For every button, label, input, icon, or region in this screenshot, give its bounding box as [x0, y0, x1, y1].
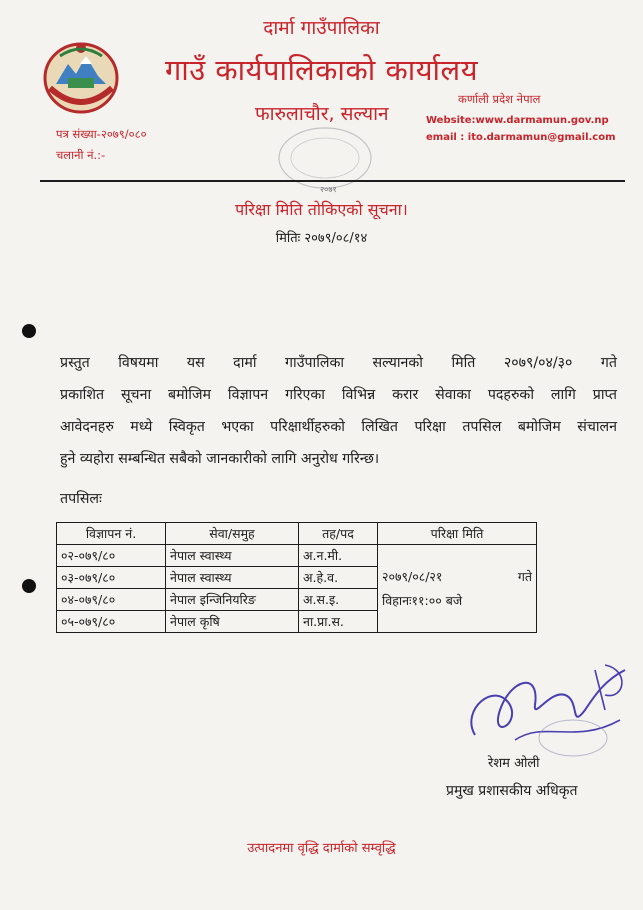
exam-date-cell — [378, 545, 537, 633]
service-cell: नेपाल इन्जिनियरिङ — [166, 589, 299, 611]
notice-body — [60, 347, 617, 475]
header-divider — [40, 180, 625, 182]
stamp-date: २०७१ — [320, 185, 337, 194]
ad-number-cell: ०३-०७९/८० — [57, 567, 166, 589]
level-cell: अ.स.इ. — [299, 589, 378, 611]
ad-number-cell: ०२-०७९/८० — [57, 545, 166, 567]
office-address: फारुलाचौर, सल्यान — [255, 103, 389, 125]
ad-number-cell: ०४-०७९/८० — [57, 589, 166, 611]
signatory-name: रेशम ओली — [488, 756, 540, 771]
ad-number-cell: ०५-०७९/८० — [57, 611, 166, 633]
punch-hole-mark — [22, 324, 36, 338]
level-cell: ना.प्रा.स. — [299, 611, 378, 633]
notice-date: मितिः २०७९/०८/१४ — [275, 231, 368, 246]
service-cell: नेपाल स्वास्थ्य — [166, 545, 299, 567]
punch-hole-mark — [22, 579, 36, 593]
exam-schedule-table — [56, 522, 537, 633]
table-header-row — [57, 523, 537, 545]
column-header: सेवा/समुह — [166, 523, 299, 545]
signature-icon — [455, 650, 635, 765]
body-line: आवेदनहरु मध्ये स्विकृत भएका परिक्षार्थीहरुको लिखित परिक्षा तपसिल बमोजिम संचालन — [60, 419, 617, 435]
column-header: विज्ञापन नं. — [57, 523, 166, 545]
exam-time: विहानः११:०० बजे — [382, 592, 463, 608]
level-cell: अ.हे.व. — [299, 567, 378, 589]
signatory-title: प्रमुख प्रशासकीय अधिकृत — [446, 783, 578, 799]
service-cell: नेपाल कृषि — [166, 611, 299, 633]
municipality-name: दार्मा गाउँपालिका — [263, 17, 380, 39]
website-text: Website:www.darmamun.gov.np — [426, 115, 609, 126]
column-header: परिक्षा मिति — [378, 523, 537, 545]
column-header: तह/पद — [299, 523, 378, 545]
body-line: प्रस्तुत विषयमा यस दार्मा गाउँपालिका सल्यानको मिति २०७९/०४/३० गते — [60, 355, 617, 371]
body-line: प्रकाशित सूचना बमोजिम विज्ञापन गरिएका विभिन्न करार सेवाका पदहरुको लागि प्राप्त — [60, 387, 617, 403]
exam-day-suffix: गते — [517, 568, 532, 584]
footer-tagline: उत्पादनमा वृद्धि दार्माको सम्वृद्धि — [247, 841, 396, 856]
email-text: email : ito.darmamun@gmail.com — [426, 132, 616, 143]
office-name: गाउँ कार्यपालिकाको कार्यालय — [164, 53, 479, 87]
province-label: कर्णाली प्रदेश नेपाल — [458, 92, 541, 106]
dispatch-number: चलानी नं.:- — [56, 148, 106, 162]
details-label: तपसिलः — [60, 491, 102, 507]
notice-title: परिक्षा मिति तोकिएको सूचना। — [235, 200, 408, 219]
exam-date: २०७९/०८/२१ — [382, 568, 443, 584]
body-line: हुने व्यहोरा सम्बन्धित सबैको जानकारीको लागि अनुरोध गरिन्छ। — [60, 451, 380, 467]
letter-number: पत्र संख्या-२०७९/०८० — [56, 127, 147, 141]
service-cell: नेपाल स्वास्थ्य — [166, 567, 299, 589]
level-cell: अ.न.मी. — [299, 545, 378, 567]
table-row — [57, 545, 537, 567]
